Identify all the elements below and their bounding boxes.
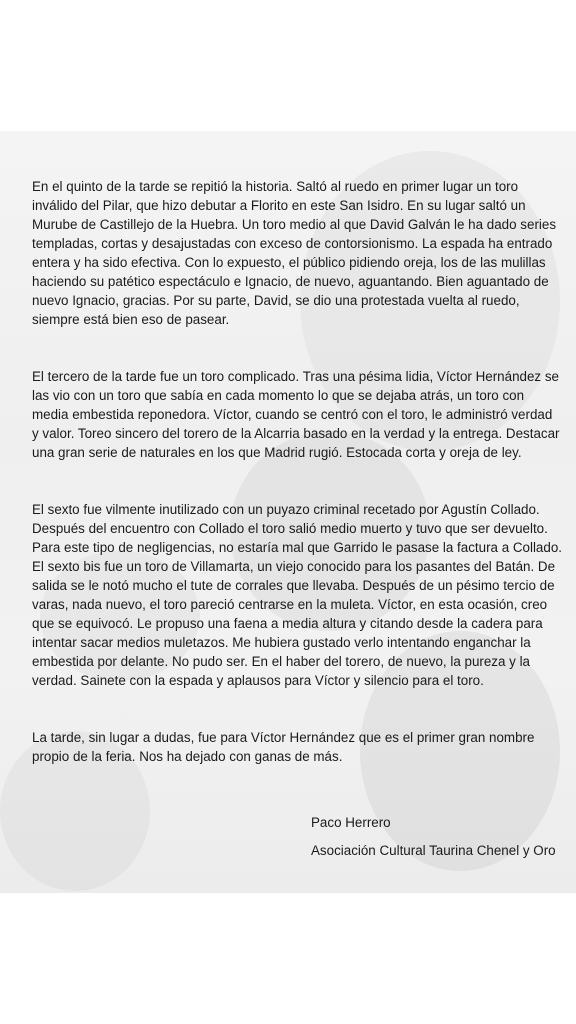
paragraph-conclusion: La tarde, sin lugar a dudas, fue para Víctor Hernández que es el primer gran nombre propio de la feria. Nos ha dejado con ganas de más. xyxy=(32,730,535,764)
paragraph-third-bull: El tercero de la tarde fue un toro complicado. Tras una pésima lidia, Víctor Hernández se las vio con un toro que sabía en cada momento lo que se dejaba atrás, un toro con media embestida reponedora. Víctor, cuando se centró con el toro, le administró verdad y valor. Toreo sincero del torero de la Alcarria basado en la verdad y la entrega. Destacar una gran serie de naturales en los que Madrid rugió. Estocada corta y oreja de ley. xyxy=(32,369,560,460)
article-body xyxy=(32,177,562,804)
author-name: Paco Herrero xyxy=(311,815,391,830)
paragraph-fifth-bull: En el quinto de la tarde se repitió la historia. Saltó al ruedo en primer lugar un toro inválido del Pilar, que hizo debutar a Florito en este San Isidro. En su lugar saltó un Murube de Castillejo de la Huebra. Un toro medio al que David Galván le ha dado series templadas, cortas y desajustadas con exceso de contorsionismo. La espada ha entrado entera y ha sido efectiva. Con lo expuesto, el público pidiendo oreja, los de las mulillas haciendo su patético espectáculo e Ignacio, de nuevo, aguantando. Bien aguantado de nuevo Ignacio, gracias. Por su parte, David, se dio una protestada vuelta al ruedo, siempre está bien eso de pasear. xyxy=(32,179,557,327)
paragraph-sixth-bull: El sexto fue vilmente inutilizado con un puyazo criminal recetado por Agustín Collado. Después del encuentro con Collado el toro salió medio muerto y tuvo que ser devuelto. Para este tipo de negligencias, no estaría mal que Garrido le pasase la factura a Collado. El sexto bis fue un toro de Villamarta, un viejo conocido para los pasantes del Batán. De salida se le notó mucho el tute de corrales que llevaba. Después de un pésimo tercio de varas, nada nuevo, el toro pareció centrarse en la muleta. Víctor, en esta ocasión, creo que se equivocó. Le propuso una faena a media altura y citando desde la cadera para intentar sacar medios muletazos. Me hubiera gustado verlo intentando enganchar la embestida por delante. No pudo ser. En el haber del torero, de nuevo, la pureza y la verdad. Sainete con la espada y aplausos para Víctor y silencio para el toro. xyxy=(32,502,562,688)
article-sheet xyxy=(0,131,576,893)
author-organization: Asociación Cultural Taurina Chenel y Oro xyxy=(311,843,556,858)
